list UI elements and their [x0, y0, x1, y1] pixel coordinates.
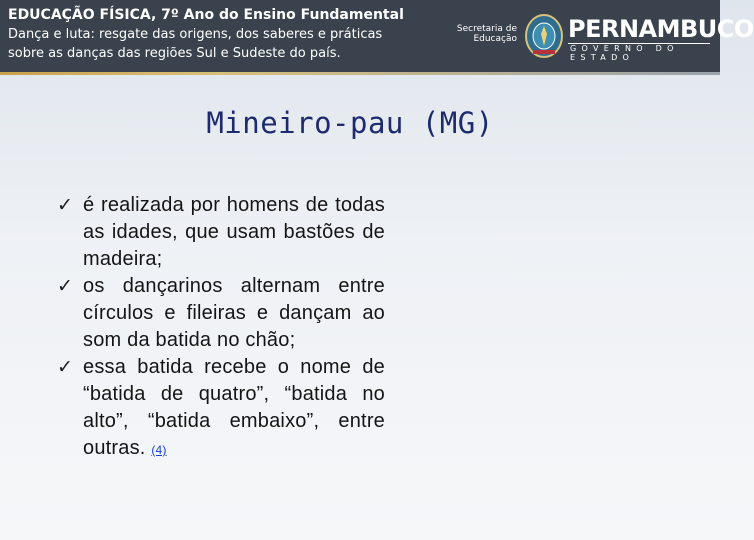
- header-text-block: [8, 6, 404, 63]
- bullet-text: os dançarinos alternam entre círculos e fileiras e dançam ao som da batida no chão;: [83, 275, 385, 351]
- bullet-list: [57, 192, 385, 464]
- secretaria-line2: Educação: [473, 34, 517, 44]
- state-tagline: GOVERNO DO ESTADO: [570, 44, 679, 62]
- bullet-item: [57, 273, 385, 354]
- bullet-text: essa batida recebe o nome de “batida de quatro”, “batida no alto”, “batida embaixo”, entre outras.: [83, 356, 385, 459]
- reference-link[interactable]: (4): [151, 443, 167, 457]
- header-accent-stripe: [0, 72, 720, 75]
- course-subtitle-line1: Dança e luta: resgate das origens, dos saberes e práticas: [8, 27, 383, 42]
- state-name: PERNAMBUCO: [568, 15, 754, 43]
- slide-title: Mineiro-pau (MG): [206, 106, 494, 140]
- secretaria-line1: Secretaria de: [456, 24, 517, 34]
- bullet-item: [57, 192, 385, 273]
- check-mark-icon: ✓: [57, 195, 74, 216]
- course-subtitle-line2: sobre as danças das regiões Sul e Sudeste do país.: [8, 46, 341, 61]
- course-title: EDUCAÇÃO FÍSICA, 7º Ano do Ensino Fundamental: [8, 7, 404, 23]
- bullet-item: [57, 354, 385, 464]
- check-mark-icon: ✓: [57, 276, 74, 297]
- header-bar: [0, 0, 754, 72]
- secretaria-label: [455, 24, 517, 44]
- bullet-text: é realizada por homens de todas as idades, que usam bastões de madeira;: [83, 194, 385, 270]
- state-crest-icon: [524, 12, 564, 60]
- check-mark-icon: ✓: [57, 357, 74, 378]
